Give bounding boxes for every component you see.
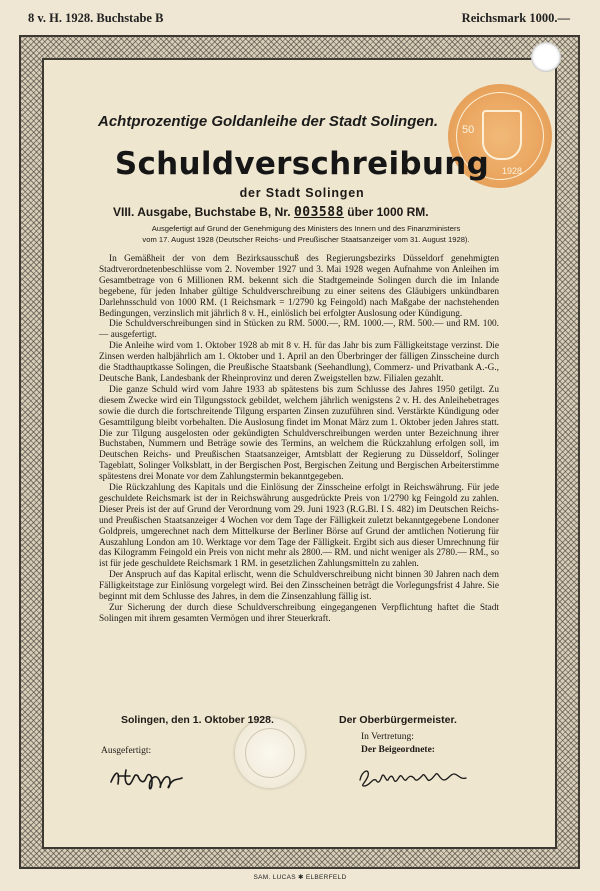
deputy-title: Der Beigeordnete: [361, 745, 435, 755]
amount-header: Reichsmark 1000.— [461, 11, 570, 25]
issue-prefix: VIII. Ausgabe, Buchstabe B, Nr. [113, 205, 291, 219]
authorization-note [108, 224, 504, 245]
embossed-city-seal [235, 718, 305, 788]
issuer-signature [108, 762, 198, 794]
issuer-subtitle: der Stadt Solingen [239, 186, 365, 200]
deputy-note: In Vertretung: [361, 732, 414, 742]
terms-paragraph: Die ganze Schuld wird vom Jahre 1933 ab spätestens bis zum Schlusse des Jahres 1950 getilgt. Zu diesem Zwecke wird ein Tilgungsstock gebildet, welchem jährlich wenigstens 2 v. H. des Anleihebetrages sowie die durch die fortschreitende Tilgung ersparten Zinsen zuzuführen sind. Verstärkte Kündigung oder Gesamttilgung bleibt vorbehalten. Die Auslosung findet im Monat März zum 1. Oktober jeden Jahres statt. Die zur Tilgung ausgelosten oder gekündigten Schuldverschreibungen werden unter Bezeichnung ihrer Buchstaben, Nummern und Beträge sowie des Termins, an welchem die Rückzahlung erfolgen soll, im Deutschen Reichs- und Preußischen Staatsanzeiger, Amtsblatt der Regierung zu Düsseldorf, Solinger Tageblatt, Solinger Volksblatt, in der Bergischen Post, Bergischen Zeitung und Bergischen Arbeiterstimme spätestens drei Monate vor dem Zahlungstermin bekanntgegeben. [99, 384, 499, 483]
printer-imprint: SAM. LUCAS ✱ ELBERFELD [253, 874, 347, 881]
terms-paragraph: Zur Sicherung der durch diese Schuldverschreibung eingegangenen Verpflichtung haftet die Stadt Solingen mit ihrem gesamten Vermögen und ihrer Steuerkraft. [99, 603, 499, 624]
authorization-line: Ausgefertigt auf Grund der Genehmigung des Ministers des Innern und des Finanzministers [151, 224, 461, 233]
terms-paragraph: Die Schuldverschreibungen sind in Stücken zu RM. 5000.—, RM. 1000.—, RM. 500.— und RM. 100.— ausgefertigt. [99, 319, 499, 341]
terms-paragraph: Der Anspruch auf das Kapital erlischt, wenn die Schuldverschreibung nicht binnen 30 Jahren nach dem Fälligkeitstage zur Einlösung vorgelegt wird. Bei den Zinsscheinen beträgt die Vorlegungsfrist 4 Jahre. Sie beginnt mit dem Schlusse des Jahres, in dem die Zinsenzahlung fällig ist. [99, 570, 499, 603]
mayor-title: Der Oberbürgermeister. [339, 714, 457, 726]
seal-year: 1928 [502, 166, 523, 176]
issued-label: Ausgefertigt: [101, 746, 152, 756]
terms-paragraph: In Gemäßheit der von dem Bezirksausschuß des Regierungsbezirks Düsseldorf genehmigten Stadtverordnetenbeschlüsse vom 2. November 1927 und 3. Mai 1928 wegen Aufnahme von Anleihen im Gesamtbetrage von 6 Millionen RM. bekennt sich die Stadtgemeinde Solingen durch die im Inlande begebene, für jeden Inhaber gültige Schuldverschreibung zu einer seitens des Gläubigers unkündbaren Darlehnsschuld von 1000 RM. (1 Reichsmark = 1/2790 kg Feingold) nach Maßgabe der nachstehenden Bedingungen, verzinslich mit jährlich 8 v. H., einlöslich bei erfolgter Auslosung oder Kündigung. [99, 254, 499, 319]
seal-denomination: 50 [462, 124, 475, 136]
deputy-signature [356, 762, 476, 792]
terms-paragraph: Die Anleihe wird vom 1. Oktober 1928 ab mit 8 v. H. für das Jahr bis zum Fälligkeitstage verzinst. Die Zinsen werden halbjährlich am 1. Oktober und 1. April an den Überbringer der fälligen Zinsscheine durch die Stadthauptkasse Solingen, die Preußische Staatsbank (Seehandlung), Commerz- und Privatbank A.-G., Deutsche Bank, Landesbank der Rheinprovinz und deren Zweigstellen bzw. Filialen gezahlt. [99, 341, 499, 384]
place-and-date: Solingen, den 1. Oktober 1928. [121, 714, 274, 726]
interest-header: 8 v. H. 1928. Buchstabe B [28, 11, 164, 25]
bond-terms [99, 254, 499, 625]
issue-line [113, 205, 513, 220]
document-title: Schuldverschreibung [114, 146, 490, 182]
loan-title: Achtprozentige Goldanleihe der Stadt Solingen. [98, 113, 439, 130]
serial-number: 003588 [293, 205, 344, 220]
terms-paragraph: Die Rückzahlung des Kapitals und die Einlösung der Zinsscheine erfolgt in Reichswährung. Für jede geschuldete Reichsmark ist der in Reichswährung ausgedrückte Preis von 1/2790 kg Feingold zu zahlen. Dieser Preis ist der auf Grund der Verordnung vom 29. Juni 1923 (R.G.Bl. I S. 482) im Deutschen Reichs- und Preußischen Staatsanzeiger 4 Wochen vor dem Tage der Fälligkeit zuletzt bekanntgegebene Londoner Goldpreis, umgerechnet nach dem Mittelkurse der Berliner Börse auf Grund der amtlichen Notierung für Auszahlung London am 10. Werktage vor dem Tage der Fälligkeit. Ergibt sich aus dieser Umrechnung für das Kilogramm Feingold ein Preis von nicht mehr als 2800.— RM. und nicht weniger als 2780.— RM., so ist für jede geschuldete Reichsmark 1 RM. in gesetzlichen Zahlungsmitteln zu zahlen. [99, 483, 499, 570]
issue-suffix: über 1000 RM. [347, 205, 429, 219]
cancellation-punch-hole [531, 42, 561, 72]
authorization-line: vom 17. August 1928 (Deutscher Reichs- und Preußischer Staatsanzeiger vom 31. August 1928). [142, 234, 470, 244]
